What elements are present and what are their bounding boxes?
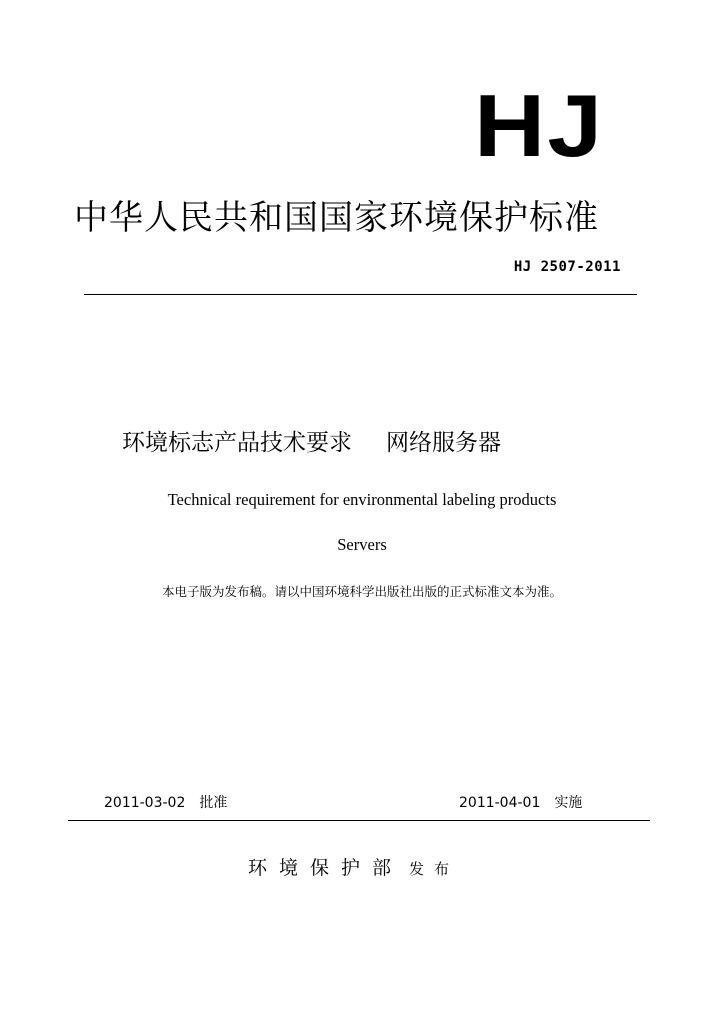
organization-title: 中华人民共和国国家环境保护标准 bbox=[74, 198, 599, 238]
approval-label: 批准 bbox=[199, 795, 228, 811]
effective-date-block bbox=[459, 792, 582, 812]
edition-notice: 本电子版为发布稿。请以中国环境科学出版社出版的正式标准文本为准。 bbox=[161, 584, 562, 599]
english-title-line1: Technical requirement for environmental labeling products bbox=[167, 490, 557, 509]
publisher-line bbox=[248, 853, 459, 880]
approval-date-block bbox=[104, 792, 227, 812]
bottom-divider bbox=[68, 820, 650, 821]
standard-code: HJ 2507-2011 bbox=[513, 259, 621, 275]
chinese-title-part1: 环境标志产品技术要求 bbox=[122, 430, 352, 456]
publisher-verb: 发布 bbox=[409, 860, 460, 878]
effective-date: 2011-04-01 bbox=[459, 795, 541, 811]
chinese-title-part2: 网络服务器 bbox=[386, 430, 501, 456]
hj-logo: HJ bbox=[473, 76, 604, 175]
chinese-title bbox=[122, 424, 501, 457]
publisher-name: 环境保护部 bbox=[248, 857, 404, 879]
top-divider bbox=[84, 294, 637, 295]
effective-label: 实施 bbox=[554, 795, 583, 811]
english-title-line2: Servers bbox=[337, 535, 387, 554]
approval-date: 2011-03-02 bbox=[104, 795, 186, 811]
